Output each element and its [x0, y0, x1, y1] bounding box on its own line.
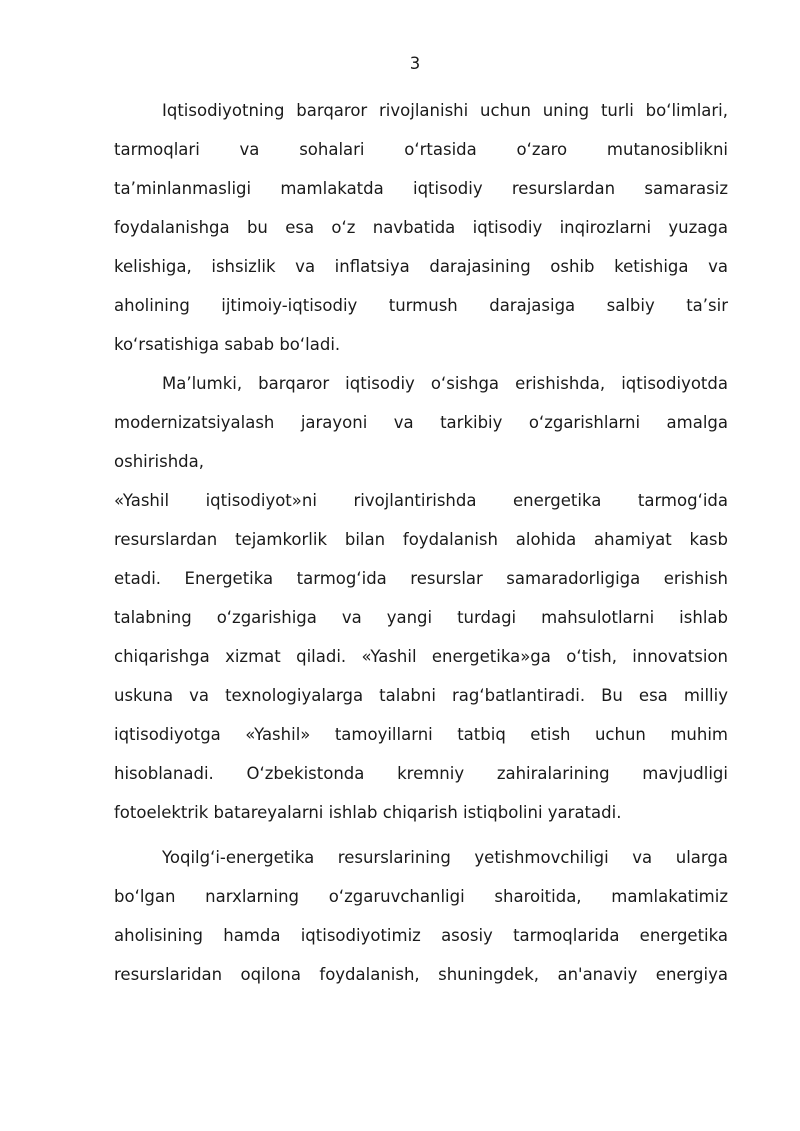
text-line: Yoqilg‘i-energetika resurslarining yetishmovchiligi va ularga [162, 848, 728, 867]
page-number: 3 [409, 54, 421, 73]
text-line: aholisining hamda iqtisodiyotimiz asosiy tarmoqlarida energetika [114, 926, 728, 945]
text-line: kelishiga, ishsizlik va inflatsiya darajasining oshib ketishiga va [114, 257, 728, 276]
text-line: iqtisodiyotga «Yashil» tamoyillarni tatbiq etish uchun muhim [114, 725, 728, 744]
text-line: chiqarishga xizmat qiladi. «Yashil energetika»ga o‘tish, innovatsion [114, 647, 728, 666]
text-line: Iqtisodiyotning barqaror rivojlanishi uchun uning turli bo‘limlari, [162, 101, 728, 120]
text-line: resurslaridan oqilona foydalanish, shuningdek, an'anaviy energiya [114, 965, 728, 984]
text-line: «Yashil iqtisodiyot»ni rivojlantirishda energetika tarmog‘ida [114, 491, 728, 510]
text-line: ta’minlanmasligi mamlakatda iqtisodiy resurslardan samarasiz [114, 179, 728, 198]
text-line: aholining ijtimoiy-iqtisodiy turmush darajasiga salbiy ta’sir [114, 296, 728, 315]
text-line: foydalanishga bu esa o‘z navbatida iqtisodiy inqirozlarni yuzaga [114, 218, 728, 237]
text-line: modernizatsiyalash jarayoni va tarkibiy o‘zgarishlarni amalga [114, 413, 728, 432]
text-line: hisoblanadi. O‘zbekistonda kremniy zahiralarining mavjudligi [114, 764, 728, 783]
text-line: tarmoqlari va sohalari o‘rtasida o‘zaro mutanosiblikni [114, 140, 728, 159]
text-line: uskuna va texnologiyalarga talabni rag‘batlantiradi. Bu esa milliy [114, 686, 728, 705]
text-line: bo‘lgan narxlarning o‘zgaruvchanligi sharoitida, mamlakatimiz [114, 887, 728, 906]
text-line: talabning o‘zgarishiga va yangi turdagi mahsulotlarni ishlab [114, 608, 728, 627]
text-line: fotoelektrik batareyalarni ishlab chiqarish istiqbolini yaratadi. [114, 803, 622, 822]
text-line: Ma’lumki, barqaror iqtisodiy o‘sishga erishishda, iqtisodiyotda [162, 374, 728, 393]
text-line: etadi. Energetika tarmog‘ida resurslar samaradorligiga erishish [114, 569, 728, 588]
paragraph-1 [114, 91, 728, 364]
text-line: oshirishda, [114, 452, 204, 471]
paragraph-2 [114, 364, 728, 832]
paragraph-3 [114, 838, 728, 994]
text-line: resurslardan tejamkorlik bilan foydalanish alohida ahamiyat kasb [114, 530, 728, 549]
text-line: ko‘rsatishiga sabab bo‘ladi. [114, 335, 341, 354]
